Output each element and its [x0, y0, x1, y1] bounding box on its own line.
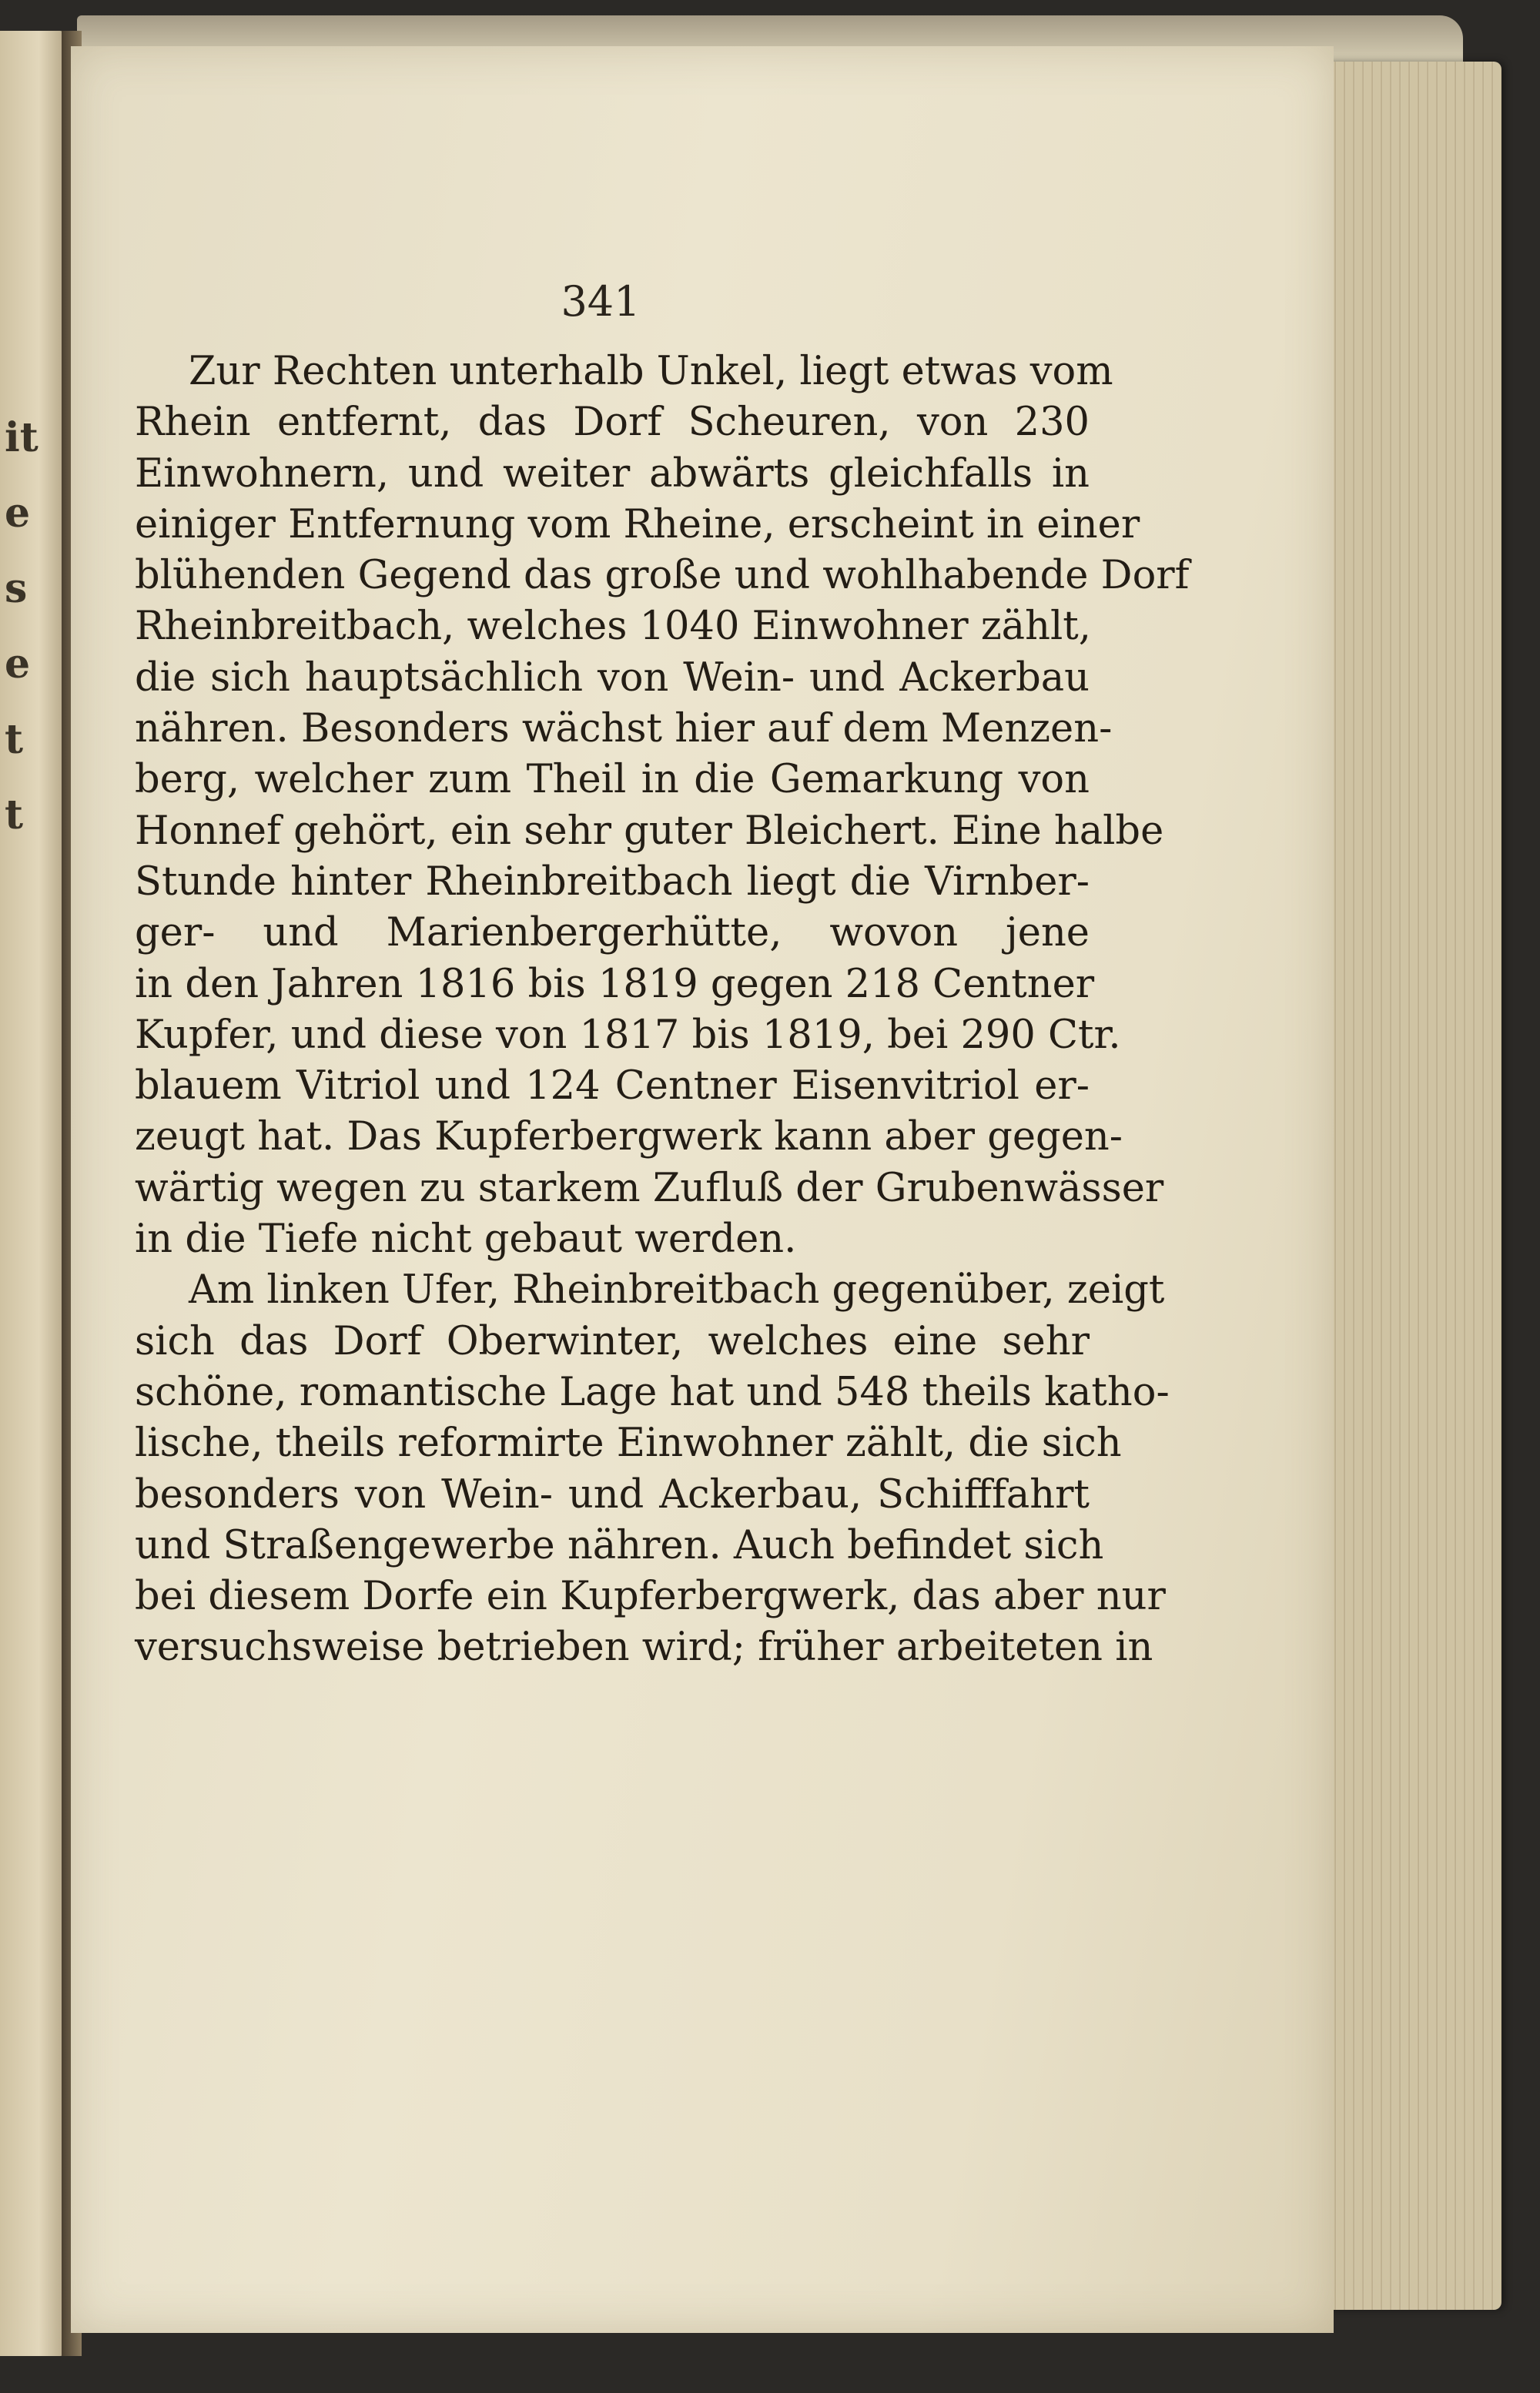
page-stack-edge — [1309, 62, 1502, 2310]
text-line: wärtig wegen zu starkem Zufluß der Grubenwässer — [135, 1165, 1164, 1211]
text-line: lische, theils reformirte Einwohner zählt, die sich — [135, 1421, 1122, 1467]
text-line: in die Tiefe nicht gebaut werden. — [135, 1217, 797, 1263]
text-line: berg, welcher zum Theil in die Gemarkung von — [135, 757, 1090, 803]
facing-page-letters — [5, 400, 51, 853]
text-line: Am linken Ufer, Rheinbreitbach gegenüber, zeigt — [189, 1267, 1165, 1314]
facing-letter: it — [5, 414, 38, 461]
facing-letter: e — [5, 641, 31, 688]
text-line: sich das Dorf Oberwinter, welches eine sehr — [135, 1318, 1090, 1364]
page-number: 341 — [561, 277, 641, 326]
text-line: blühenden Gegend das große und wohlhabende Dorf — [135, 553, 1190, 599]
page-text — [135, 346, 1190, 1674]
text-line: Stunde hinter Rheinbreitbach liegt die Virnber- — [135, 858, 1090, 905]
facing-letter: s — [5, 565, 28, 612]
text-line: Einwohnern, und weiter abwärts gleichfalls in — [135, 450, 1090, 497]
paragraph-2 — [135, 1265, 1170, 1673]
text-line: Kupfer, und diese von 1817 bis 1819, bei 290 Ctr. — [135, 1012, 1121, 1058]
text-line: nähren. Besonders wächst hier auf dem Menzen- — [135, 706, 1113, 752]
text-line: ger- und Marienbergerhütte, wovon jene — [135, 910, 1090, 956]
paragraph-1 — [135, 346, 1190, 1265]
text-line: besonders von Wein- und Ackerbau, Schifffahrt — [135, 1471, 1090, 1518]
text-line: und Straßengewerbe nähren. Auch befindet sich — [135, 1522, 1104, 1568]
facing-page-edge — [0, 31, 65, 2356]
text-line: Rheinbreitbach, welches 1040 Einwohner zählt, — [135, 604, 1091, 650]
text-line: in den Jahren 1816 bis 1819 gegen 218 Centner — [135, 961, 1095, 1007]
text-line: einiger Entfernung vom Rheine, erscheint in einer — [135, 501, 1140, 547]
facing-letter: t — [5, 716, 24, 763]
text-line: bei diesem Dorfe ein Kupferbergwerk, das aber nur — [135, 1574, 1166, 1620]
text-line: blauem Vitriol und 124 Centner Eisenvitriol er- — [135, 1063, 1090, 1109]
text-line: Honnef gehört, ein sehr guter Bleichert. Eine halbe — [135, 808, 1164, 854]
text-line: Zur Rechten unterhalb Unkel, liegt etwas vom — [189, 349, 1113, 394]
facing-letter: t — [5, 792, 24, 838]
text-line: versuchsweise betrieben wird; früher arbeiteten in — [135, 1625, 1153, 1671]
facing-letter: e — [5, 490, 31, 537]
text-line: schöne, romantische Lage hat und 548 theils katho- — [135, 1369, 1170, 1415]
text-line: Rhein entfernt, das Dorf Scheuren, von 230 — [135, 400, 1090, 446]
text-line: die sich hauptsächlich von Wein- und Ackerbau — [135, 654, 1090, 701]
text-line: zeugt hat. Das Kupferbergwerk kann aber gegen- — [135, 1114, 1123, 1160]
